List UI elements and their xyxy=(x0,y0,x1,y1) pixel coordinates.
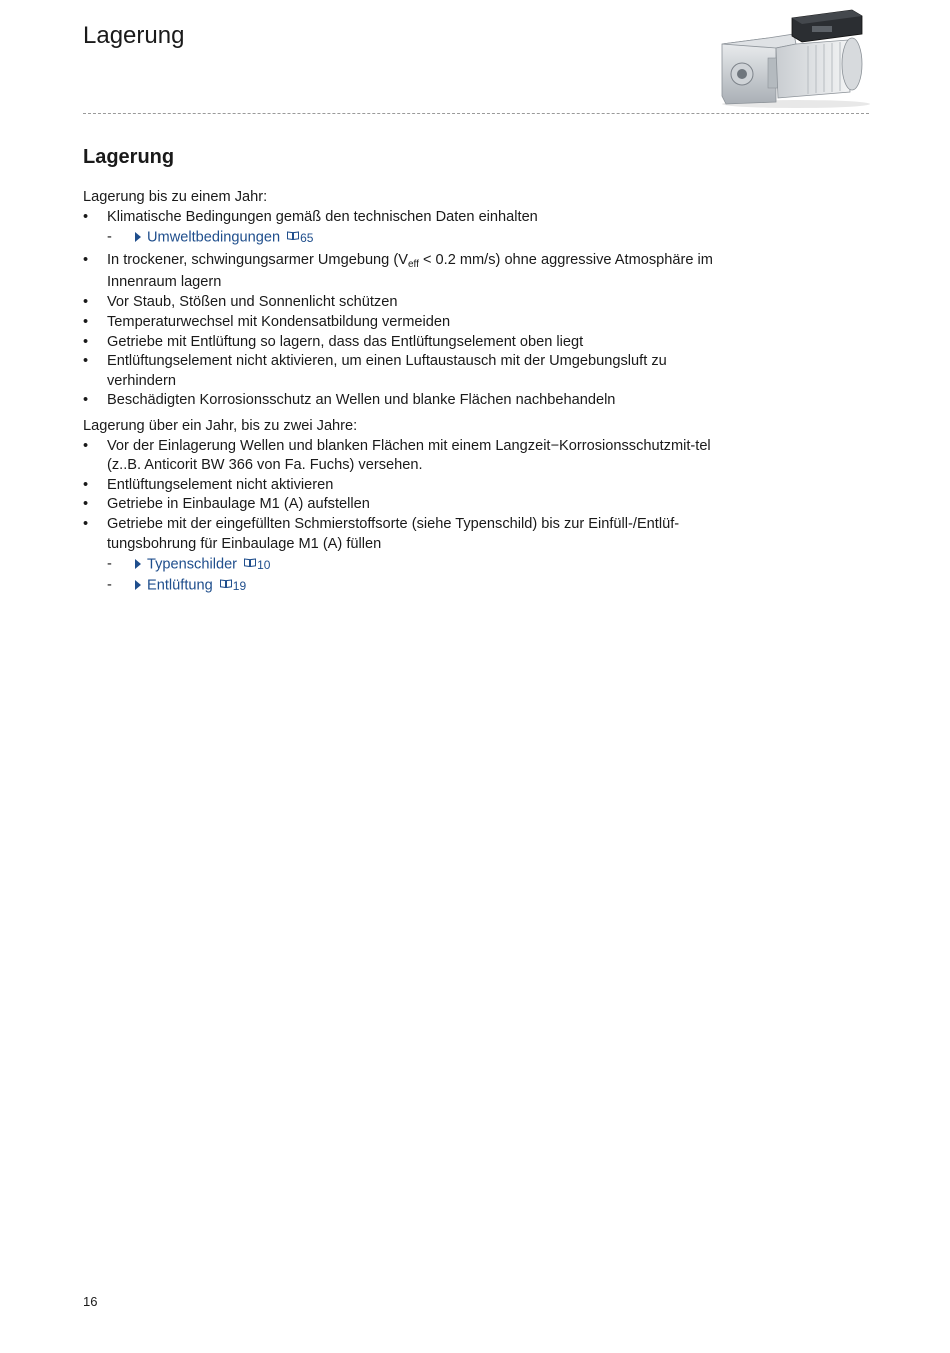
list-item-text: Vor Staub, Stößen und Sonnenlicht schützen xyxy=(107,294,398,311)
subscript: eff xyxy=(407,259,419,271)
link-umweltbedingungen[interactable] xyxy=(107,228,723,248)
list-item xyxy=(83,208,723,249)
list-item xyxy=(83,495,723,515)
bullet-icon: • xyxy=(83,294,89,311)
list-item xyxy=(83,333,723,353)
list-item xyxy=(83,515,723,597)
book-icon xyxy=(220,575,232,595)
list-item-text: Getriebe in Einbaulage M1 (A) aufstellen xyxy=(107,496,370,513)
page-reference: 19 xyxy=(232,579,247,594)
section-heading: Lagerung xyxy=(83,146,175,168)
bullet-icon: • xyxy=(83,353,89,370)
page-number: 16 xyxy=(83,1294,98,1309)
list-item-text-continued: < 0.2 mm/s) ohne aggressive Atmosphäre im Innenraum lagern xyxy=(107,252,713,291)
list-item-text: Beschädigten Korrosionsschutz an Wellen und blanke Flächen nachbehandeln xyxy=(107,392,616,409)
page-reference: 10 xyxy=(257,557,271,572)
list-item xyxy=(83,293,723,313)
content-body xyxy=(83,188,723,598)
link-typenschilder[interactable] xyxy=(107,555,723,575)
list-item-text: Temperaturwechsel mit Kondensatbildung vermeiden xyxy=(107,314,451,331)
list-item xyxy=(83,391,723,411)
list-item-text: In trockener, schwingungsarmer Umgebung (V xyxy=(107,252,408,269)
dash: - xyxy=(107,556,112,573)
bullet-icon: • xyxy=(83,496,89,513)
list-item-text: Entlüftungselement nicht aktivieren xyxy=(107,476,334,493)
list-item xyxy=(83,437,723,476)
page-reference: 65 xyxy=(300,230,314,245)
list-item-text: Getriebe mit Entlüftung so lagern, dass das Entlüftungselement oben liegt xyxy=(107,333,584,350)
book-icon xyxy=(287,227,299,247)
intro-one-year: Lagerung bis zu einem Jahr: xyxy=(83,189,268,205)
gear-motor-image xyxy=(716,4,874,108)
list-item xyxy=(83,249,723,293)
storage-list-one-year xyxy=(83,208,723,411)
list-item xyxy=(83,352,723,391)
header-divider xyxy=(83,113,869,114)
link-entlueftung[interactable] xyxy=(107,576,723,596)
arrow-right-icon xyxy=(135,580,141,590)
dash: - xyxy=(107,229,112,246)
storage-list-two-years xyxy=(83,437,723,597)
bullet-icon: • xyxy=(83,515,89,532)
link-text[interactable]: Entlüftung xyxy=(147,578,213,595)
list-item-text: Entlüftungselement nicht aktivieren, um einen Luftaustausch mit der Umgebungsluft zu verhindern xyxy=(107,353,667,389)
book-icon xyxy=(244,554,256,574)
arrow-right-icon xyxy=(135,232,141,242)
list-item xyxy=(83,313,723,333)
bullet-icon: • xyxy=(83,252,89,269)
list-item-text: Vor der Einlagerung Wellen und blanken Flächen mit einem Langzeit−Korrosionsschutzmit-tel (z..B. Anticorit BW 366 von Fa. Fuchs) versehen. xyxy=(107,437,711,474)
link-text[interactable]: Umweltbedingungen xyxy=(147,229,281,246)
intro-two-years: Lagerung über ein Jahr, bis zu zwei Jahre: xyxy=(83,418,358,434)
list-item-text: Getriebe mit der eingefüllten Schmierstoffsorte (siehe Typenschild) bis zur Einfüll-/Entlüf-tungsbohrung für Einbaulage M1 (A) füllen xyxy=(107,515,680,552)
list-item xyxy=(83,476,723,496)
bullet-icon: • xyxy=(83,314,89,331)
bullet-icon: • xyxy=(83,392,89,409)
bullet-icon: • xyxy=(83,333,89,350)
link-text[interactable]: Typenschilder xyxy=(147,556,238,573)
bullet-icon: • xyxy=(83,476,89,493)
header-title: Lagerung xyxy=(83,22,185,49)
bullet-icon: • xyxy=(83,437,89,454)
dash: - xyxy=(107,577,112,594)
list-item-text: Klimatische Bedingungen gemäß den technischen Daten einhalten xyxy=(107,208,538,225)
bullet-icon: • xyxy=(83,208,89,225)
arrow-right-icon xyxy=(135,559,141,569)
